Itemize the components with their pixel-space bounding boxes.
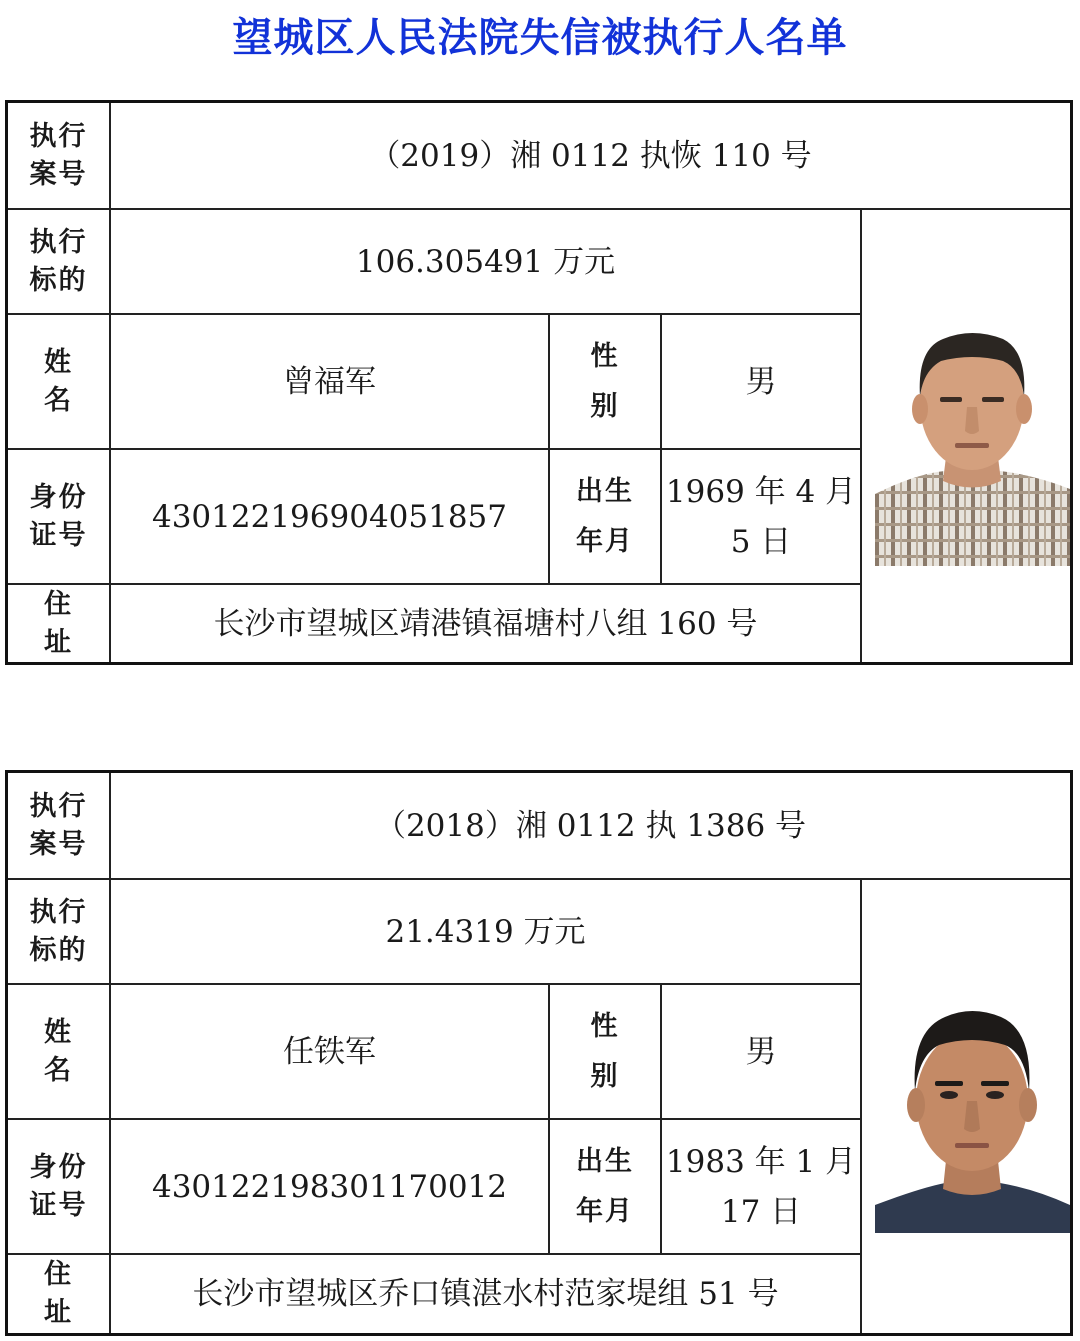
enforcement-amount-value: 21.4319 万元	[385, 913, 586, 950]
gender-value: 男	[745, 1033, 777, 1070]
debtor-photo	[875, 983, 1070, 1233]
address-value: 长沙市望城区乔口镇湛水村范家堤组 51 号	[192, 1276, 779, 1312]
case-number-value: （2018）湘 0112 执 1386 号	[374, 807, 807, 844]
case-number-value: （2019）湘 0112 执恢 110 号	[369, 137, 812, 174]
portrait-man-dark-shirt-icon	[875, 983, 1070, 1233]
birth-date-label: 出生 年月	[576, 475, 634, 557]
address-value: 长沙市望城区靖港镇福塘村八组 160 号	[213, 605, 758, 642]
name-value: 任铁军	[283, 1033, 376, 1070]
debtor-record	[5, 100, 1073, 665]
portrait-man-plaid-shirt-icon	[875, 309, 1070, 566]
gender-label: 性 别	[590, 340, 620, 422]
name-label: 姓 名	[44, 346, 73, 416]
address-label: 住 址	[44, 588, 73, 658]
id-number-label: 身份 证号	[29, 481, 88, 551]
enforcement-amount-value: 106.305491 万元	[355, 243, 616, 280]
enforcement-amount-label: 执行 标的	[29, 226, 88, 296]
gender-value: 男	[745, 363, 777, 400]
birth-date-label: 出生 年月	[576, 1145, 634, 1227]
debtor-photo	[875, 309, 1070, 566]
birth-date-value: 1969 年 4 月 5 日	[665, 473, 857, 560]
id-number-label: 身份 证号	[29, 1151, 88, 1221]
case-number-label: 执行 案号	[29, 120, 88, 190]
id-number-value: 430122196904051857	[151, 498, 508, 535]
debtor-record	[5, 770, 1073, 1336]
id-number-value: 430122198301170012	[151, 1168, 508, 1205]
gender-label: 性 别	[590, 1010, 620, 1092]
page-title: 望城区人民法院失信被执行人名单	[232, 15, 848, 61]
address-label: 住 址	[44, 1259, 73, 1328]
name-value: 曾福军	[283, 363, 376, 400]
case-number-label: 执行 案号	[29, 790, 88, 860]
enforcement-amount-label: 执行 标的	[29, 896, 88, 966]
birth-date-value: 1983 年 1 月 17 日	[665, 1143, 857, 1230]
name-label: 姓 名	[44, 1016, 73, 1086]
